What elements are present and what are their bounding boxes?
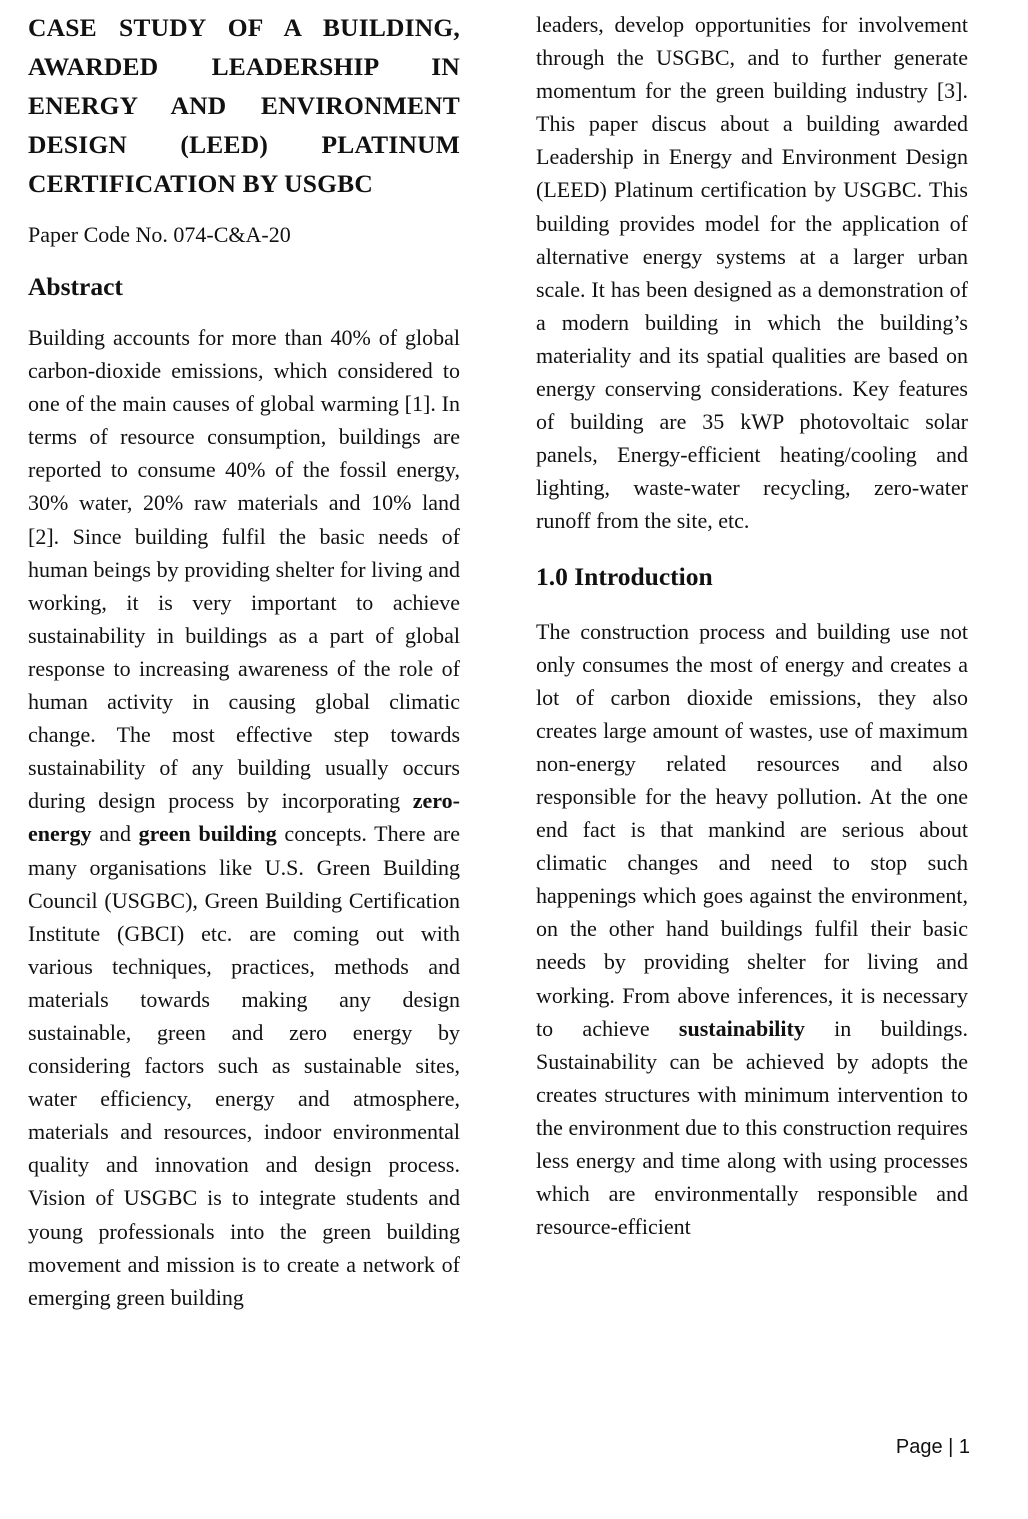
abstract-bold-green-building: green building	[138, 821, 277, 847]
paper-title: CASE STUDY OF A BUILDING, AWARDED LEADERSHIP IN ENERGY AND ENVIRONMENT DESIGN (LEED) PLATINUM CERTIFICATION BY USGBC	[28, 13, 460, 198]
introduction-heading: 1.0 Introduction	[536, 561, 713, 591]
left-column	[28, 8, 460, 1314]
right-column	[536, 8, 968, 1265]
page-number-footer: Page | 1	[895, 1436, 970, 1458]
abstract-bold-zero-energy: zero-energy	[28, 788, 460, 847]
introduction-text-part2: in buildings. Sustainability can be achieved by adopts the creates structures with minimum intervention to the environment due to this construction requires less energy and time along with using processes which are environmentally responsible and resource-efficient	[536, 1015, 968, 1240]
abstract-text-part1: Building accounts for more than 40% of global carbon-dioxide emissions, which considered to one of the main causes of global warming [1]. In terms of resource consumption, buildings are reported to consume 40% of the fossil energy, 30% water, 20% raw materials and 10% land [2]. Since building fulfil the basic needs of human beings by providing shelter for living and working, it is very important to achieve sustainability in buildings as a part of global response to increasing awareness of the role of human activity in causing global climatic change. The most effective step towards sustainability of any building usually occurs during design process by incorporating	[28, 325, 460, 814]
abstract-paragraph	[28, 321, 460, 1314]
introduction-bold-sustainability: sustainability	[678, 1015, 805, 1041]
introduction-paragraph	[536, 615, 968, 1244]
abstract-text-and: and	[91, 821, 139, 847]
abstract-heading: Abstract	[28, 272, 123, 301]
abstract-text-part2: concepts. There are many organisations like U.S. Green Building Council (USGBC), Green Building Certification Institute (GBCI) etc. are coming out with various techniques, practices, methods and materials towards making any design sustainable, green and zero energy by considering factors such as sustainable sites, water efficiency, energy and atmosphere, materials and resources, indoor environmental quality and innovation and design process. Vision of USGBC is to integrate students and young professionals into the green building movement and mission is to create a network of emerging green building	[28, 821, 460, 1310]
abstract-continued-paragraph: leaders, develop opportunities for involvement through the USGBC, and to further generate momentum for the green building industry [3]. This paper discus about a building awarded Leadership in Energy and Environment Design (LEED) Platinum certification by USGBC. This building provides model for the application of alternative energy systems at a larger urban scale. It has been designed as a demonstration of a modern building in which the building’s materiality and its spatial qualities are based on energy conserving considerations. Key features of building are 35 kWP photovoltaic solar panels, Energy-efficient heating/cooling and lighting, waste-water recycling, zero-water runoff from the site, etc.	[536, 12, 968, 534]
introduction-text-part1: The construction process and building use not only consumes the most of energy and creates a lot of carbon dioxide emissions, they also creates large amount of wastes, use of maximum non-energy related resources and also responsible for the heavy pollution. At the one end fact is that mankind are serious about climatic changes and need to stop such happenings which goes against the environment, on the other hand buildings fulfil their basic needs by providing shelter for living and working. From above inferences, it is necessary to achieve	[536, 618, 968, 1041]
paper-code: Paper Code No. 074-C&A-20	[28, 222, 291, 247]
